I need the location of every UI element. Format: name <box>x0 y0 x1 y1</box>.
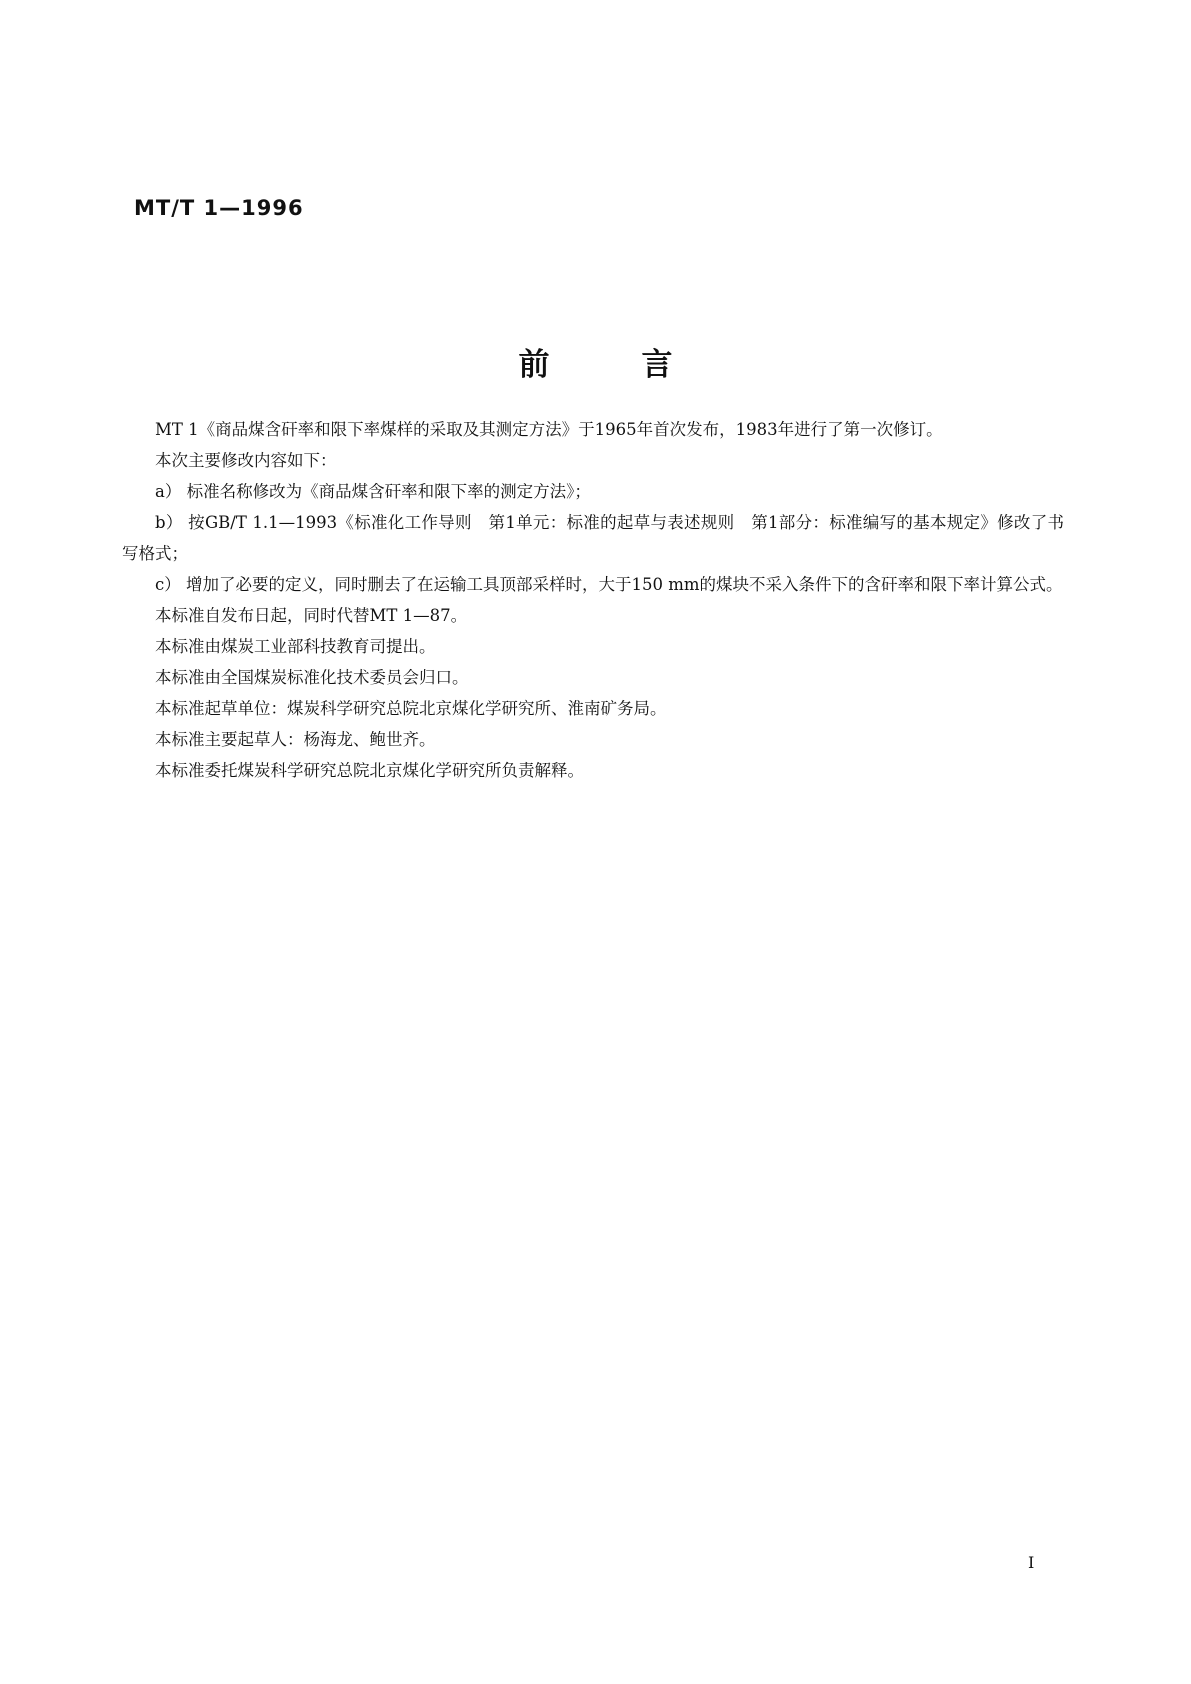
change-item-a: a） 标准名称修改为《商品煤含矸率和限下率的测定方法》； <box>155 482 591 501</box>
title-char-1: 前 <box>518 347 550 383</box>
paragraph-replaces: 本标准自发布日起，同时代替MT 1—87。 <box>155 606 468 625</box>
paragraph-centralized-by: 本标准由全国煤炭标准化技术委员会归口。 <box>155 668 469 687</box>
change-item-c: c） 增加了必要的定义，同时删去了在运输工具顶部采样时，大于150 mm的煤块不采入条件下的含矸率和限下率计算公式。 <box>155 575 1063 594</box>
paragraph-proposed-by: 本标准由煤炭工业部科技教育司提出。 <box>155 637 436 656</box>
page-title <box>0 345 1191 385</box>
paragraph-interpretation: 本标准委托煤炭科学研究总院北京煤化学研究所负责解释。 <box>155 761 584 780</box>
change-item-b: b） 按GB/T 1.1—1993《标准化工作导则 第1单元：标准的起草与表述规则 第1部分：标准编写的基本规定》修改了书写格式； <box>122 513 1064 563</box>
paragraph-history: MT 1《商品煤含矸率和限下率煤样的采取及其测定方法》于1965年首次发布，1983年进行了第一次修订。 <box>155 420 943 439</box>
page-number: I <box>1028 1553 1035 1572</box>
paragraph-changes-intro: 本次主要修改内容如下： <box>155 451 337 470</box>
foreword-body <box>122 414 1064 786</box>
title-char-2: 言 <box>641 347 673 383</box>
paragraph-drafters: 本标准主要起草人：杨海龙、鲍世齐。 <box>155 730 436 749</box>
paragraph-drafting-units: 本标准起草单位：煤炭科学研究总院北京煤化学研究所、淮南矿务局。 <box>155 699 667 718</box>
standard-code: MT/T 1—1996 <box>134 196 304 220</box>
